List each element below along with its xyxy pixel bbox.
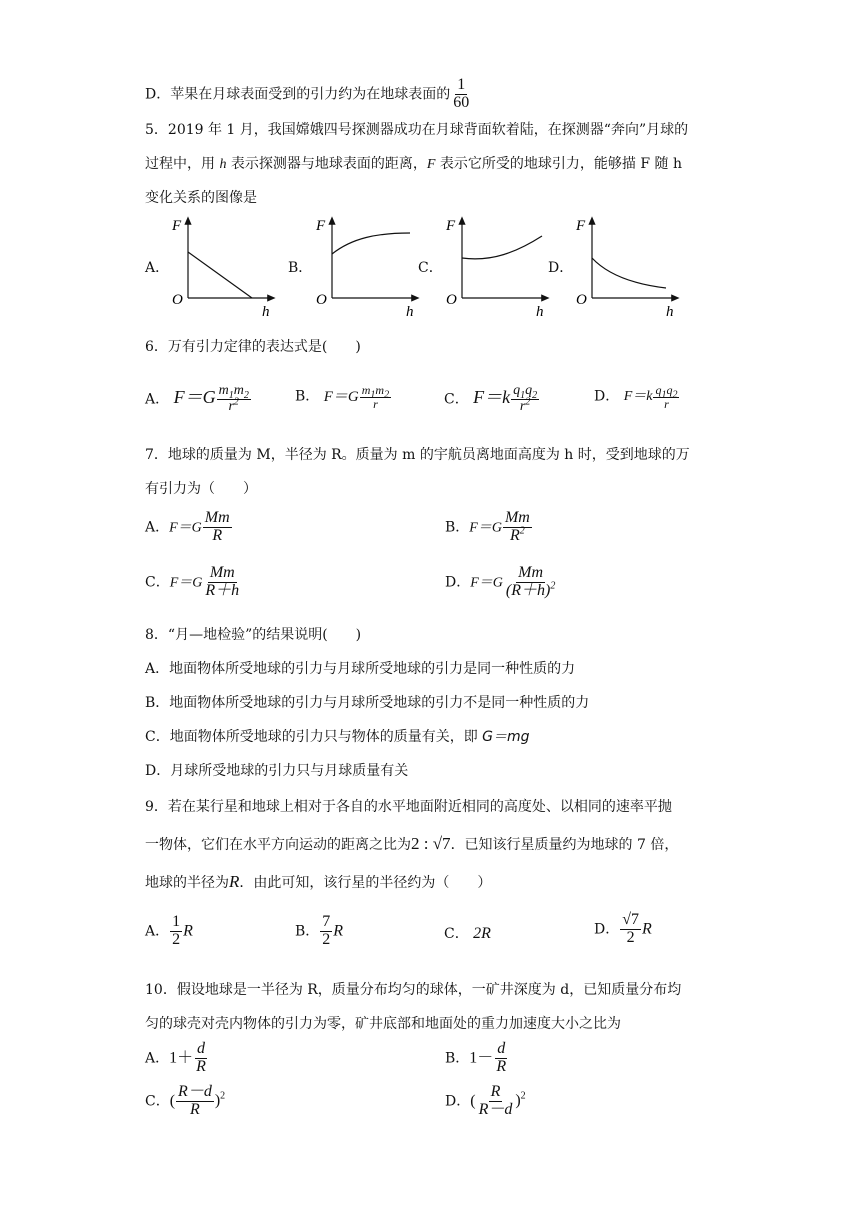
q9-option-d: D． $\frac{√7}{2}$ R <box>594 911 652 946</box>
q5-graph-c <box>442 212 552 322</box>
fraction: $\frac{Mm}{(R+h)^2}$ <box>505 564 556 599</box>
curve <box>188 252 252 298</box>
axis-label-o: O <box>316 292 327 308</box>
q6-option-d: D． F＝k $\frac{q_1q_2}{r}$ <box>594 384 680 410</box>
axis-label-h: h <box>536 304 544 320</box>
q5-stem-line3: 变化关系的图像是 <box>145 190 257 206</box>
axis-label-o: O <box>446 292 457 308</box>
q6-stem: 6．万有引力定律的表达式是( ) <box>145 339 361 355</box>
q10-option-c: C．( $\frac{R-d}{R}$ )$^2$ <box>145 1083 226 1118</box>
q5-stem-line2: 过程中，用 h 表示探测器与地球表面的距离，F 表示它所受的地球引力，能够描 F 随 h <box>145 156 682 172</box>
q9-stem-line2: 一物体，它们在水平方向运动的距离之比为2 : √7．已知该行星质量约为地球的 7 倍， <box>145 834 679 853</box>
axis-label-h: h <box>262 304 270 320</box>
axis-label-f: F <box>576 218 586 234</box>
q8-stem: 8．“月—地检验”的结果说明( ) <box>145 627 362 643</box>
q5-graph-d <box>572 212 682 322</box>
q5-graph-b <box>312 212 422 322</box>
q8-option-d: D．月球所受地球的引力只与月球质量有关 <box>145 763 409 779</box>
q7-option-c: C．F＝G $\frac{Mm}{R+h}$ <box>145 564 240 599</box>
fraction: $\frac{√7}{2}$ <box>622 911 640 946</box>
formula: F＝G $\frac{m_1m_2}{r}$ <box>323 383 390 411</box>
q6-option-c: C． F＝k $\frac{q_1q_2}{r^2}$ <box>444 384 540 414</box>
axis-label-o: O <box>172 292 183 308</box>
q9-stem-line1: 9．若在某行星和地球上相对于各自的水平地面附近相同的高度处、以相同的速率平抛 <box>145 799 672 815</box>
q10-option-d: D．( $\frac{R}{R-d}$ )$^2$ <box>445 1083 526 1118</box>
q9-option-b: B． $\frac{7}{2}$ R <box>295 913 344 948</box>
axis-label-h: h <box>666 304 674 320</box>
curve <box>462 236 542 259</box>
axis-label-f: F <box>446 218 456 234</box>
q5-option-a-label: A． <box>145 260 170 276</box>
fraction: $\frac{7}{2}$ <box>322 913 331 948</box>
q5-option-d-label: D． <box>548 260 574 276</box>
q10-stem-line1: 10．假设地球是一半径为 R，质量分布均匀的球体，一矿井深度为 d，已知质量分布均 <box>145 982 682 998</box>
q6-option-b: B． F＝G $\frac{m_1m_2}{r}$ <box>295 384 392 410</box>
curve <box>592 258 666 288</box>
q4-option-d: D．苹果在月球表面受到的引力约为在地球表面的 $\frac{1}{60}$ <box>145 76 470 111</box>
q8-option-b: B．地面物体所受地球的引力与月球所受地球的引力不是同一种性质的力 <box>145 695 590 711</box>
fraction: $\frac{R}{R-d}$ <box>478 1083 513 1118</box>
q9-option-c: C． 2R <box>444 925 491 942</box>
formula: F＝G $\frac{m_1m_2}{r^2}$ <box>173 383 249 414</box>
fraction: $\frac{Mm}{R^2}$ <box>504 509 530 544</box>
q7-stem-line1: 7．地球的质量为 M，半径为 R。质量为 m 的宇航员离地面高度为 h 时，受到地球的万 <box>145 447 690 463</box>
axis-label-f: F <box>316 218 326 234</box>
q5-option-b-label: B． <box>288 260 313 276</box>
fraction: $\frac{1}{2}$ <box>172 913 181 948</box>
fraction: $\frac{Mm}{R}$ <box>204 509 230 544</box>
q8-option-a: A．地面物体所受地球的引力与月球所受地球的引力是同一种性质的力 <box>145 661 576 677</box>
q7-option-b: B．F＝G $\frac{Mm}{R^2}$ <box>445 509 530 544</box>
q5-stem-line1: 5．2019 年 1 月，我国嫦娥四号探测器成功在月球背面软着陆，在探测器“奔向”月球的 <box>145 122 689 138</box>
fraction: $\frac{d}{R}$ <box>496 1040 507 1075</box>
q10-option-a: A．1＋ $\frac{d}{R}$ <box>145 1040 206 1075</box>
q10-stem-line2: 匀的球壳对壳内物体的引力为零，矿井底部和地面处的重力加速度大小之比为 <box>145 1016 621 1032</box>
fraction: $\frac{R-d}{R}$ <box>178 1083 212 1118</box>
q10-option-b: B．1－ $\frac{d}{R}$ <box>445 1040 507 1075</box>
q7-option-d: D．F＝G $\frac{Mm}{(R+h)^2}$ <box>445 564 556 599</box>
q9-option-a: A． $\frac{1}{2}$ R <box>145 913 193 948</box>
fraction: $\frac{1}{60}$ <box>453 76 470 111</box>
q8-option-c: C．地面物体所受地球的引力只与物体的质量有关，即 G＝mg <box>145 729 530 745</box>
fraction: $\frac{d}{R}$ <box>196 1040 206 1075</box>
axis-label-h: h <box>406 304 414 320</box>
formula: F＝k $\frac{q_1q_2}{r}$ <box>623 383 678 411</box>
curve <box>332 233 410 254</box>
q7-stem-line2: 有引力为（ ） <box>145 481 257 497</box>
q9-stem-line3: 地球的半径为R．由此可知，该行星的半径约为（ ） <box>145 872 492 891</box>
q5-graph-a <box>168 212 278 322</box>
axis-label-o: O <box>576 292 587 308</box>
axis-label-f: F <box>172 218 182 234</box>
q7-option-a: A．F＝G $\frac{Mm}{R}$ <box>145 509 230 544</box>
formula: F＝k $\frac{q_1q_2}{r^2}$ <box>473 383 538 414</box>
q6-option-a: A． F＝G $\frac{m_1m_2}{r^2}$ <box>145 384 252 414</box>
fraction: $\frac{Mm}{R+h}$ <box>205 564 240 599</box>
q5-option-c-label: C． <box>418 260 443 276</box>
